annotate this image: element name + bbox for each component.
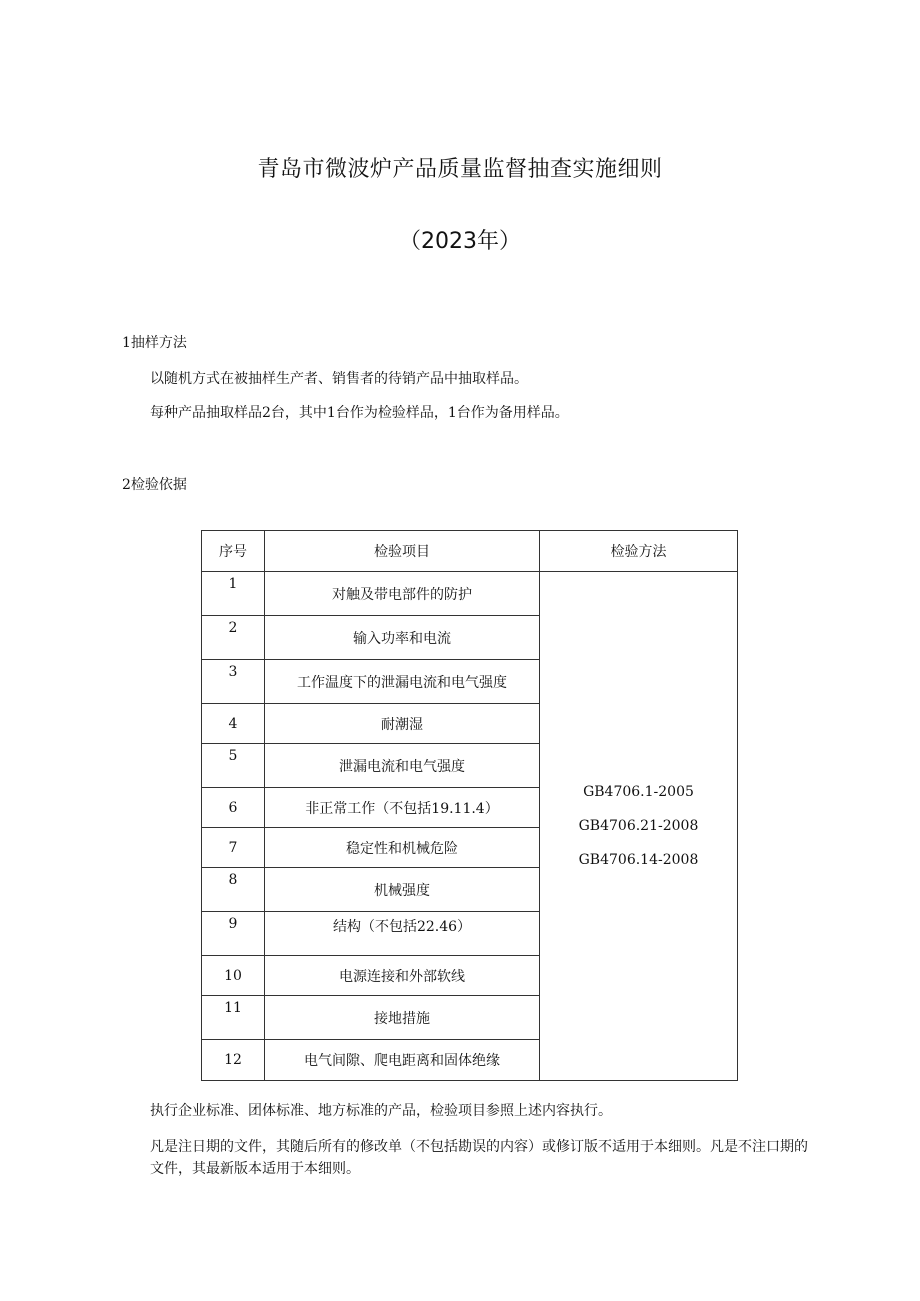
row-number: 1 (202, 572, 265, 616)
table-header-row (202, 531, 738, 572)
method-cell (540, 572, 738, 1081)
row-number: 12 (202, 1040, 265, 1081)
section-heading-basis: 2检验依据 (122, 477, 187, 493)
row-item: 接地措施 (265, 996, 540, 1040)
method-standard: GB4706.21-2008 (578, 818, 699, 834)
row-item: 非正常工作（不包括19.11.4） (265, 788, 540, 828)
sampling-paragraph-1: 以随机方式在被抽样生产者、销售者的待销产品中抽取样品。 (150, 371, 528, 387)
sampling-paragraph-2: 每种产品抽取样品2台，其中1台作为检验样品，1台作为备用样品。 (150, 405, 569, 421)
row-item: 输入功率和电流 (265, 616, 540, 660)
row-number: 6 (202, 788, 265, 828)
section-heading-sampling: 1抽样方法 (122, 335, 187, 351)
header-item: 检验项目 (265, 531, 540, 572)
header-method: 检验方法 (540, 531, 738, 572)
row-number: 11 (202, 996, 265, 1040)
inspection-table (201, 530, 738, 1081)
row-item: 电源连接和外部软线 (265, 956, 540, 996)
row-item: 结构（不包括22.46） (265, 912, 540, 956)
row-number: 8 (202, 868, 265, 912)
header-no: 序号 (202, 531, 265, 572)
row-number: 2 (202, 616, 265, 660)
row-item: 机械强度 (265, 868, 540, 912)
method-standard: GB4706.14-2008 (578, 852, 699, 868)
row-item: 电气间隙、爬电距离和固体绝缘 (265, 1040, 540, 1081)
row-item: 耐潮湿 (265, 704, 540, 744)
row-item: 稳定性和机械危险 (265, 828, 540, 868)
row-item: 工作温度下的泄漏电流和电气强度 (265, 660, 540, 704)
row-item: 对触及带电部件的防护 (265, 572, 540, 616)
row-number: 4 (202, 704, 265, 744)
document-title: 青岛市微波炉产品质量监督抽查实施细则 (257, 157, 663, 182)
row-item: 泄漏电流和电气强度 (265, 744, 540, 788)
row-number: 3 (202, 660, 265, 704)
row-number: 7 (202, 828, 265, 868)
row-number: 9 (202, 912, 265, 956)
document-year: （2023年） (399, 229, 521, 254)
table-row (202, 572, 738, 616)
row-number: 5 (202, 744, 265, 788)
footer-paragraph-1: 执行企业标准、团体标准、地方标准的产品，检验项目参照上述内容执行。 (150, 1103, 612, 1119)
method-standard: GB4706.1-2005 (583, 784, 694, 800)
row-number: 10 (202, 956, 265, 996)
footer-paragraph-2: 凡是注日期的文件，其随后所有的修改单（不包括勘误的内容）或修订版不适用于本细则。凡是不注口期的文件，其最新版本适用于本细则。 (150, 1139, 808, 1177)
